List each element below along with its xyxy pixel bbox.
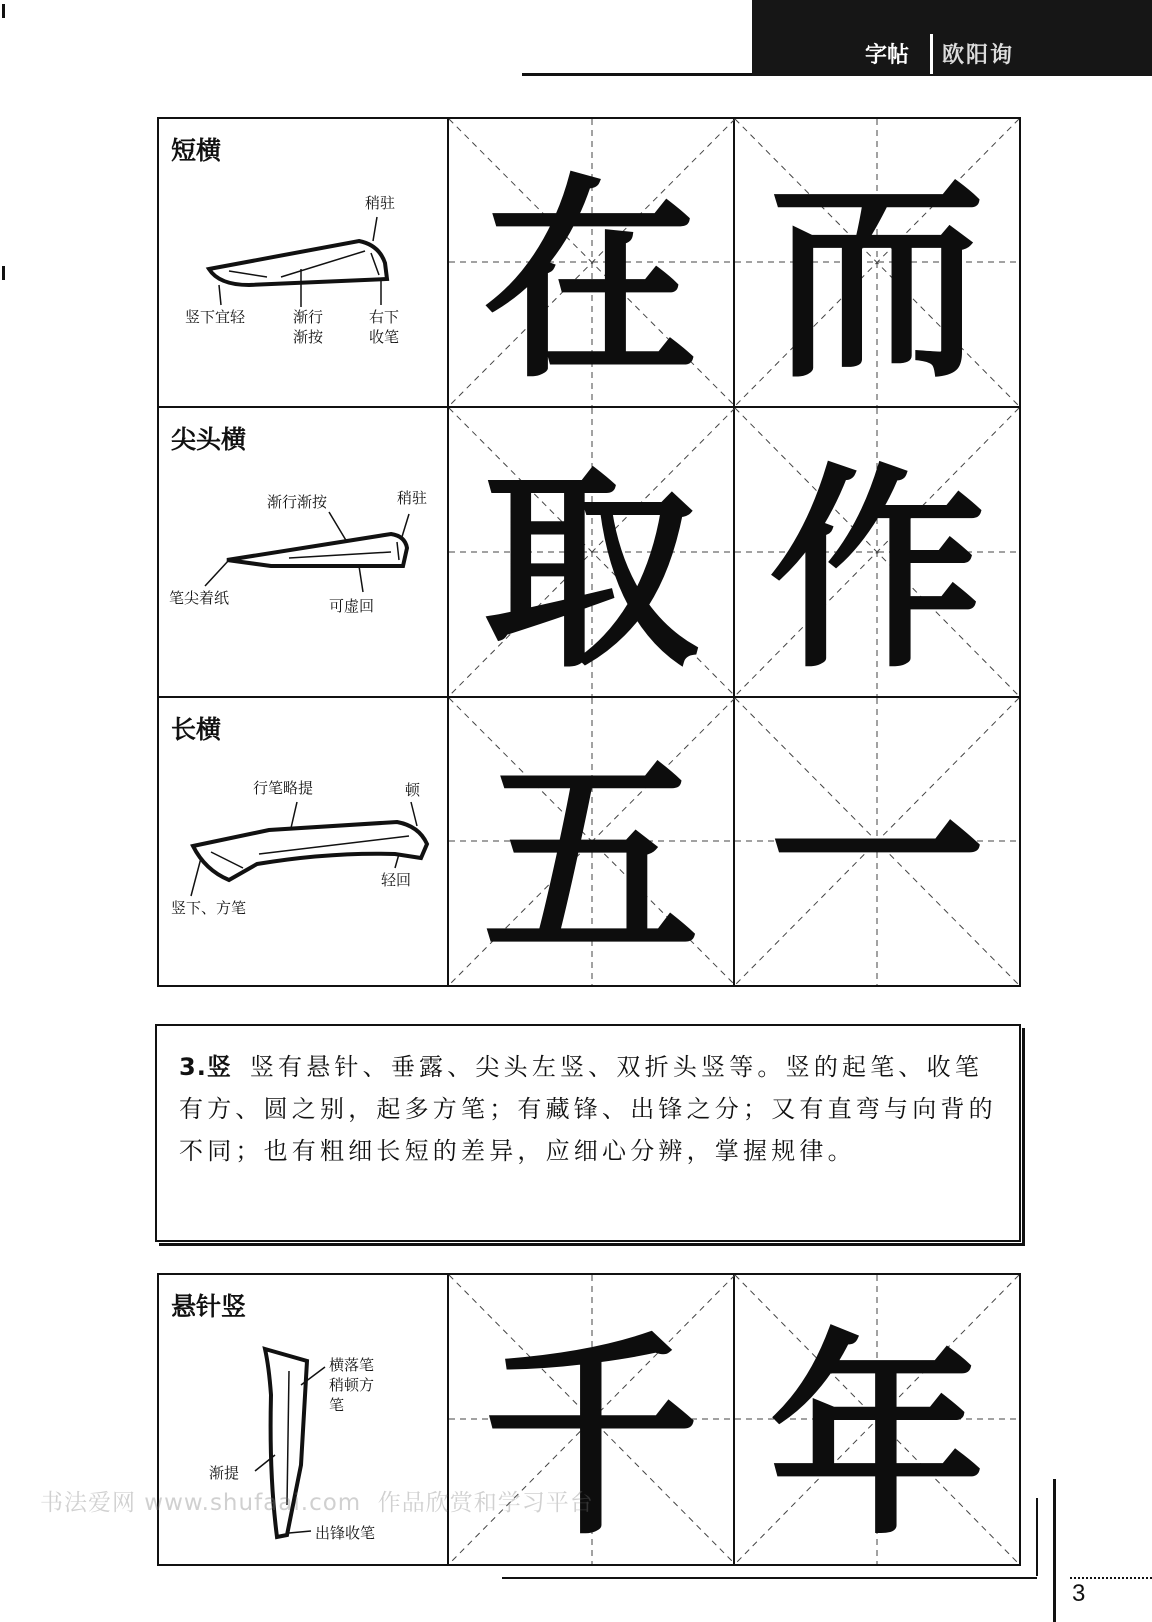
stroke-table-horizontal xyxy=(157,117,1021,987)
practice-grid-cell xyxy=(449,698,735,985)
calligraphy-character: 五 xyxy=(482,732,699,986)
annotation-label: 稍驻 xyxy=(365,194,396,212)
stroke-title: 尖头横 xyxy=(171,425,247,454)
pointed-horizontal-stroke-diagram xyxy=(159,408,447,696)
practice-grid-cell xyxy=(735,1275,1019,1564)
annotation-label: 渐行渐按 xyxy=(267,493,328,511)
annotation-label: 右下 收笔 xyxy=(369,308,400,346)
stroke-diagram-cell xyxy=(159,1275,449,1564)
practice-grid-cell xyxy=(449,1275,735,1564)
practice-grid-cell xyxy=(449,119,735,406)
annotation-label: 稍驻 xyxy=(397,489,428,507)
annotation-label: 竖下宜轻 xyxy=(185,308,246,326)
calligraphy-character: 而 xyxy=(768,153,985,407)
annotation-label: 横落笔 稍顿方 笔 xyxy=(329,1356,375,1414)
margin-mark xyxy=(2,266,5,280)
annotation-label: 出锋收笔 xyxy=(315,1524,376,1542)
annotation-label: 渐行 渐按 xyxy=(293,308,324,346)
short-horizontal-stroke-diagram xyxy=(159,119,447,406)
section-paragraph xyxy=(179,1046,999,1172)
calligraphy-character: 作 xyxy=(768,442,985,697)
stroke-row-pointed-horizontal xyxy=(159,408,1019,698)
annotation-label: 可虚回 xyxy=(329,597,375,615)
header-tag: 字帖 xyxy=(864,43,909,68)
stroke-diagram-cell xyxy=(159,408,449,696)
calligraphy-character: 一 xyxy=(768,732,985,986)
margin-mark xyxy=(2,4,5,18)
calligraphy-character: 取 xyxy=(482,442,699,697)
section-text-box xyxy=(155,1024,1021,1242)
footer-rule xyxy=(502,1577,1037,1579)
stroke-diagram-cell xyxy=(159,698,449,985)
annotation-label: 轻回 xyxy=(381,871,412,889)
header-subtitle: 欧阳询 xyxy=(942,43,1015,68)
footer-rule-vertical xyxy=(1036,1498,1038,1576)
stroke-diagram-cell xyxy=(159,119,449,406)
long-horizontal-stroke-diagram xyxy=(159,698,447,985)
annotation-label: 笔尖着纸 xyxy=(169,589,230,607)
practice-grid-cell xyxy=(735,698,1019,985)
stroke-row-suspended-needle xyxy=(159,1275,1019,1564)
stroke-table-vertical xyxy=(157,1273,1021,1566)
footer-rule-vertical xyxy=(1053,1479,1056,1622)
annotation-label: 渐提 xyxy=(209,1464,240,1482)
stroke-title: 悬针竖 xyxy=(171,1292,247,1321)
practice-grid-cell xyxy=(735,408,1019,696)
calligraphy-character: 千 xyxy=(482,1310,699,1564)
practice-grid-cell xyxy=(735,119,1019,406)
page-number: 3 xyxy=(1072,1580,1086,1607)
section-body: 竖有悬针、垂露、尖头左竖、双折头竖等。竖的起笔、收笔有方、圆之别，起多方笔；有藏锋、出锋之分；又有直弯与向背的不同；也有粗细长短的差异，应细心分辨，掌握规律。 xyxy=(179,1053,997,1165)
suspended-needle-stroke-diagram xyxy=(159,1275,447,1564)
calligraphy-character: 年 xyxy=(768,1310,985,1564)
stroke-title: 短横 xyxy=(171,136,222,165)
watermark-text: 书法爱网 www.shufaai.com 作品欣赏和学习平台 xyxy=(40,1490,594,1516)
header-separator xyxy=(930,34,933,74)
stroke-row-short-horizontal xyxy=(159,119,1019,408)
annotation-label: 竖下、方笔 xyxy=(171,899,247,917)
calligraphy-character: 在 xyxy=(482,153,699,407)
annotation-label: 顿 xyxy=(405,781,421,799)
stroke-title: 长横 xyxy=(171,715,222,744)
practice-grid-cell xyxy=(449,408,735,696)
annotation-label: 行笔略提 xyxy=(253,779,314,797)
section-heading: 3.竖 xyxy=(179,1053,232,1081)
stroke-row-long-horizontal xyxy=(159,698,1019,985)
